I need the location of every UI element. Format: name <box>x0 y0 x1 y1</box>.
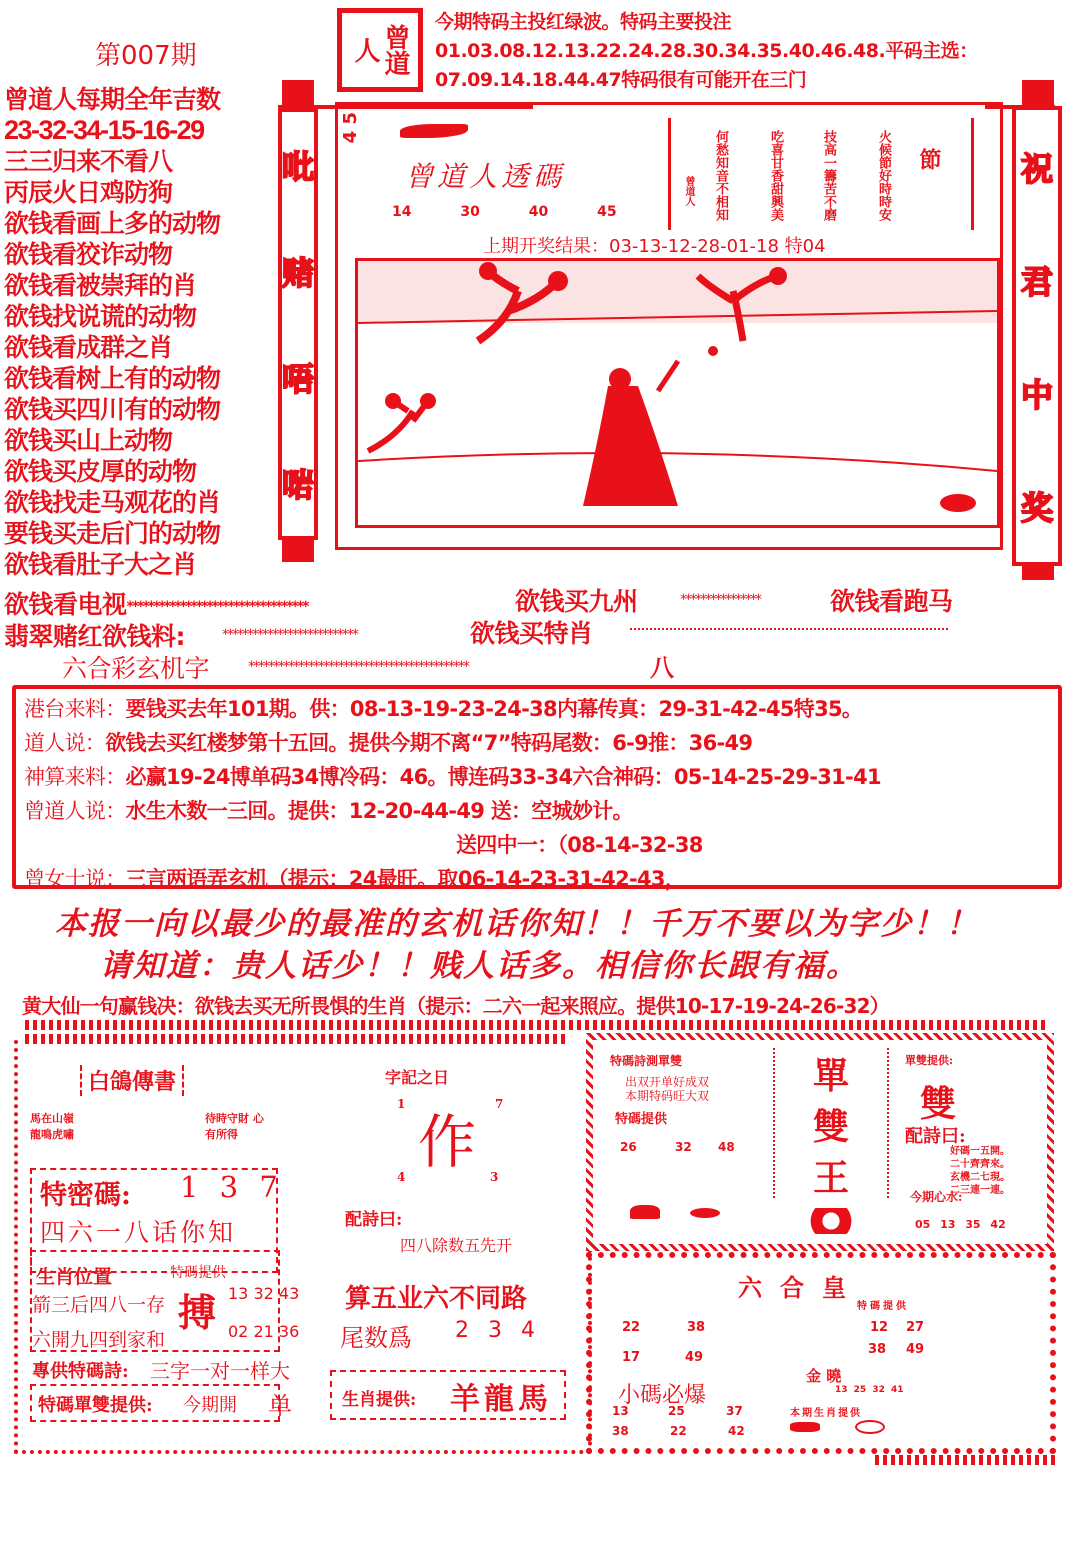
info-text: 水生木数一三回。提供：12-20-44-49 送：空城妙计。 <box>125 799 633 823</box>
pillar-char: 奖 <box>1020 488 1053 527</box>
riddle-line: 欲钱买四川有的动物 <box>4 395 221 424</box>
tg-number: 26 <box>620 1140 637 1154</box>
pillar-cap <box>282 540 314 562</box>
info-text: 必赢19-24博单码34博冷码：46。博连码33-34六合神码：05-14-25-29-31-41 <box>125 765 881 789</box>
last-result: 上期开奖结果：03-13-12-28-01-18 特04 <box>483 236 826 257</box>
tg-label: 特碼提供 <box>615 1112 668 1127</box>
king-char: 王 <box>812 1158 849 1199</box>
vertical-poem <box>668 118 974 230</box>
info-label: 道人说： <box>24 731 106 755</box>
dsh-value: 单 <box>268 1392 292 1420</box>
tg-number: 48 <box>718 1140 735 1154</box>
poem-author: 曾道人 <box>683 176 694 206</box>
pillar-cap <box>282 80 314 106</box>
ox-icon <box>630 1205 660 1219</box>
riddle-line: 丙辰火日鸡防狗 <box>4 178 173 207</box>
tema-row: 02 21 36 <box>228 1322 300 1341</box>
small-num: 37 <box>726 1404 743 1418</box>
dsh-text: 今期開 <box>183 1395 237 1416</box>
bo-char: 搏 <box>178 1290 217 1335</box>
pillar-char: 啱 <box>282 466 315 504</box>
tiger-icon <box>690 1208 720 1218</box>
info-row <box>24 693 862 723</box>
info-text: 欲钱去买红楼梦第十五回。提供今期不离“7”特码尾数：6-9推：36-49 <box>105 731 753 755</box>
info-text: 送四中一：（08-14-32-38 <box>456 833 703 857</box>
riddle-line: 三三归来不看八 <box>4 147 173 176</box>
poem-label: 專供特碼詩: <box>32 1361 129 1382</box>
riddle-line: 欲钱看肚子大之肖 <box>4 550 197 579</box>
liuhe-num: 17 <box>622 1350 641 1365</box>
xin-numbers: 05 13 35 42 <box>915 1218 1006 1231</box>
baige-note: 馬在山嶺 龍鳴虎嘯 <box>30 1112 74 1141</box>
pei-line: 二十齊齊來。 <box>950 1159 1010 1170</box>
pei-text: 四八除数五先开 <box>400 1236 513 1255</box>
zi-corner: 7 <box>495 1097 504 1111</box>
lucky-numbers: 23-32-34-15-16-29 <box>4 115 204 145</box>
zi-char: 作 <box>418 1108 477 1176</box>
poem-column: 何愁知音不相知 <box>713 130 728 221</box>
left-pillar <box>278 108 318 540</box>
small-num: 42 <box>728 1424 745 1438</box>
pillar-char: 君 <box>1020 262 1053 301</box>
tg-number: 32 <box>675 1140 692 1154</box>
info-label: 曾女士说： <box>24 867 126 891</box>
slogan-line-1: 本报一向以最少的最准的玄机话你知！！千万不要以为字少！！ <box>55 906 979 942</box>
pillar-char: 祝 <box>1020 149 1053 188</box>
suan-line: 算五业六不同路 <box>345 1284 528 1314</box>
jin-label: 金 曉 <box>806 1367 842 1385</box>
zi-title: 字記之日 <box>385 1068 450 1087</box>
hua-line: 四六一八话你知 <box>40 1218 237 1247</box>
pei-line: 好碼一五開。 <box>950 1146 1010 1157</box>
riddle-line: 欲钱找说谎的动物 <box>4 302 197 331</box>
riddle-line-3: 六合彩玄机字 <box>62 654 210 683</box>
small-num: 13 <box>612 1404 629 1418</box>
pei-label: 配詩曰: <box>345 1210 403 1230</box>
pillar-char: 中 <box>1020 375 1053 414</box>
small-num: 25 <box>668 1404 685 1418</box>
liuhe-num: 38 <box>687 1320 706 1335</box>
dan-shuang-wang <box>773 1048 889 1198</box>
pei-line: 二三連一連。 <box>950 1185 1010 1196</box>
number: 14 <box>392 204 412 220</box>
star-divider: *************************** <box>222 627 357 643</box>
xin-label: 今期心水: <box>910 1190 963 1204</box>
riddle-char: 八 <box>650 654 674 682</box>
right-pillar <box>1012 106 1062 566</box>
riddle-line: 欲钱看树上有的动物 <box>4 364 221 393</box>
info-row <box>24 727 752 757</box>
dsh-label: 特碼單雙提供: <box>38 1395 153 1416</box>
ts-title: 特碼詩測單雙 <box>610 1054 683 1068</box>
slogan-line-2: 请知道：贵人话少！！贱人话多。相信你长跟有福。 <box>100 948 859 984</box>
sx-tg-value: 羊龍馬 <box>450 1382 552 1417</box>
riddle-line: 欲钱找走马观花的肖 <box>4 488 221 517</box>
info-row <box>24 863 685 893</box>
liuhe-num: 49 <box>906 1342 925 1357</box>
top-note: 今期特码主投红绿波。特码主要投注01.03.08.12.13.22.24.28.30.34.35.40.46.48.平码主选：07.09.14.18.44.47特码很有可能开在三门 <box>435 11 978 91</box>
number: 45 <box>597 204 617 220</box>
riddle-text: 欲钱看电视 <box>4 590 127 619</box>
poem-column: 火候節好時時安 <box>876 130 891 221</box>
riddle-line: 欲钱看成群之肖 <box>4 333 173 362</box>
poem-title: 節 <box>916 148 941 170</box>
riddle-line: 欲钱买山上动物 <box>4 426 173 455</box>
pei-label-right: 配詩曰: <box>905 1126 966 1147</box>
info-text: 三言两语弄玄机（提示：24最旺。取06-14-23-31-42-43， <box>125 867 686 891</box>
column-title: 曾道人每期全年吉数 <box>4 85 221 114</box>
zi-corner: 1 <box>397 1097 406 1111</box>
small-num: 22 <box>670 1424 687 1438</box>
poem-column: 吃喜甘香甜興美 <box>768 130 783 221</box>
number: 30 <box>460 204 480 220</box>
riddle-line: 要钱买走后门的动物 <box>4 519 221 548</box>
ts-line: 出双开单好成双 <box>625 1075 710 1089</box>
te-mi-label: 特密碼: <box>40 1180 131 1211</box>
issue-number: 第007期 <box>95 41 197 71</box>
liuhe-num: 27 <box>906 1320 925 1335</box>
info-label: 曾道人说： <box>24 799 126 823</box>
illustration-frame <box>355 258 1000 528</box>
sx-label-right: 本期生肖提供 <box>790 1408 862 1419</box>
pillar-char: 赌 <box>282 254 315 292</box>
huang-daxian-tip: 黄大仙一句赢钱决：欲钱去买无所畏惧的生肖（提示：二六一起来照应。提供10-17-19-24-26-32） <box>22 994 889 1018</box>
poem-text: 三字一对一样大 <box>150 1359 290 1383</box>
king-char: 雙 <box>812 1107 849 1148</box>
pillar-cap <box>1022 566 1054 580</box>
info-label: 港台来料： <box>24 697 126 721</box>
riddle-text: 欲钱买特肖 <box>470 619 593 648</box>
riddle-line: 欲钱买皮厚的动物 <box>4 457 197 486</box>
zi-corner: 4 <box>397 1170 406 1184</box>
riddle-line: 欲钱看画上多的动物 <box>4 209 221 238</box>
small-num: 38 <box>612 1424 629 1438</box>
scroll-title: 曾道人透碼 <box>405 160 566 193</box>
tiger-icon <box>790 1422 820 1432</box>
riddle-line: 欲钱看被崇拜的肖 <box>4 271 197 300</box>
liuhe-num: 38 <box>868 1342 887 1357</box>
star-divider: **************** <box>680 592 760 608</box>
right-label: 特碼提供 <box>857 1301 909 1312</box>
pillar-char: 唔 <box>282 360 315 398</box>
seal-text: 曾道人 <box>350 24 410 76</box>
small-label: 小碼必爆 <box>618 1383 707 1408</box>
snake-icon <box>855 1420 885 1434</box>
info-row <box>456 829 703 859</box>
sx-tg-label: 生肖提供: <box>342 1390 417 1410</box>
te-mi-digits: 1 3 7 <box>180 1170 284 1204</box>
lucky-numbers-column <box>4 84 276 580</box>
riddle-line-1 <box>4 585 307 621</box>
king-char: 單 <box>812 1056 849 1097</box>
liuhe-num: 49 <box>685 1350 704 1365</box>
info-row <box>24 795 633 825</box>
zeng-daoren-seal <box>337 8 423 92</box>
liuhe-num: 22 <box>622 1320 641 1335</box>
flower-icon <box>800 1208 862 1234</box>
info-label: 神算来料： <box>24 765 126 789</box>
liuhe-title: 六合皇 <box>738 1274 864 1302</box>
sx-line: 箭三后四八一存 <box>32 1294 166 1316</box>
dotted-divider <box>630 628 948 632</box>
wei-digits: 2 3 4 <box>455 1318 541 1343</box>
pei-line: 玄機二七現。 <box>950 1172 1010 1183</box>
zi-corner: 3 <box>490 1170 499 1184</box>
decorative-border <box>875 1455 1055 1465</box>
paper-cut-illustration-icon <box>358 261 997 525</box>
riddle-line: 欲钱看狡诈动物 <box>4 240 173 269</box>
tema-label: 特碼提供 <box>170 1265 226 1281</box>
poem-column: 技高一籌苦不磨 <box>821 130 836 221</box>
star-divider: ******************************************** <box>248 659 468 675</box>
wei-label: 尾数爲 <box>340 1324 412 1352</box>
ds-char: 雙 <box>920 1084 957 1125</box>
riddle-text: 欲钱看跑马 <box>830 587 953 616</box>
corner-digits: 4 5 <box>340 112 361 144</box>
riddle-text: 欲钱买九州 <box>515 587 638 616</box>
ts-line: 本期特码旺大双 <box>625 1089 710 1103</box>
ds-label: 單雙提供: <box>905 1054 954 1067</box>
scroll-numbers <box>392 204 661 220</box>
decorative-border <box>25 1020 1045 1030</box>
sx-line: 六開九四到家和 <box>32 1329 166 1351</box>
star-divider: ********************************** <box>126 599 308 615</box>
baige-title: 白鴿傳書 <box>80 1065 184 1096</box>
pillar-cap <box>1022 80 1054 106</box>
small-line: 13 25 32 41 <box>835 1385 904 1395</box>
liuhe-num: 12 <box>870 1320 889 1335</box>
sx-title: 生肖位置 <box>36 1266 113 1288</box>
tema-row: 13 32 43 <box>228 1284 300 1303</box>
number: 40 <box>528 204 549 220</box>
baige-note: 待時守財 心有所得 <box>205 1112 264 1141</box>
info-row <box>24 761 881 791</box>
info-box <box>12 685 1062 889</box>
info-text: 要钱买去年101期。供：08-13-19-23-24-38内幕传真：29-31-42-45特35。 <box>125 697 863 721</box>
riddle-line-2: 翡翠赌红欲钱料: <box>4 622 185 651</box>
pillar-char: 吡 <box>282 148 315 186</box>
